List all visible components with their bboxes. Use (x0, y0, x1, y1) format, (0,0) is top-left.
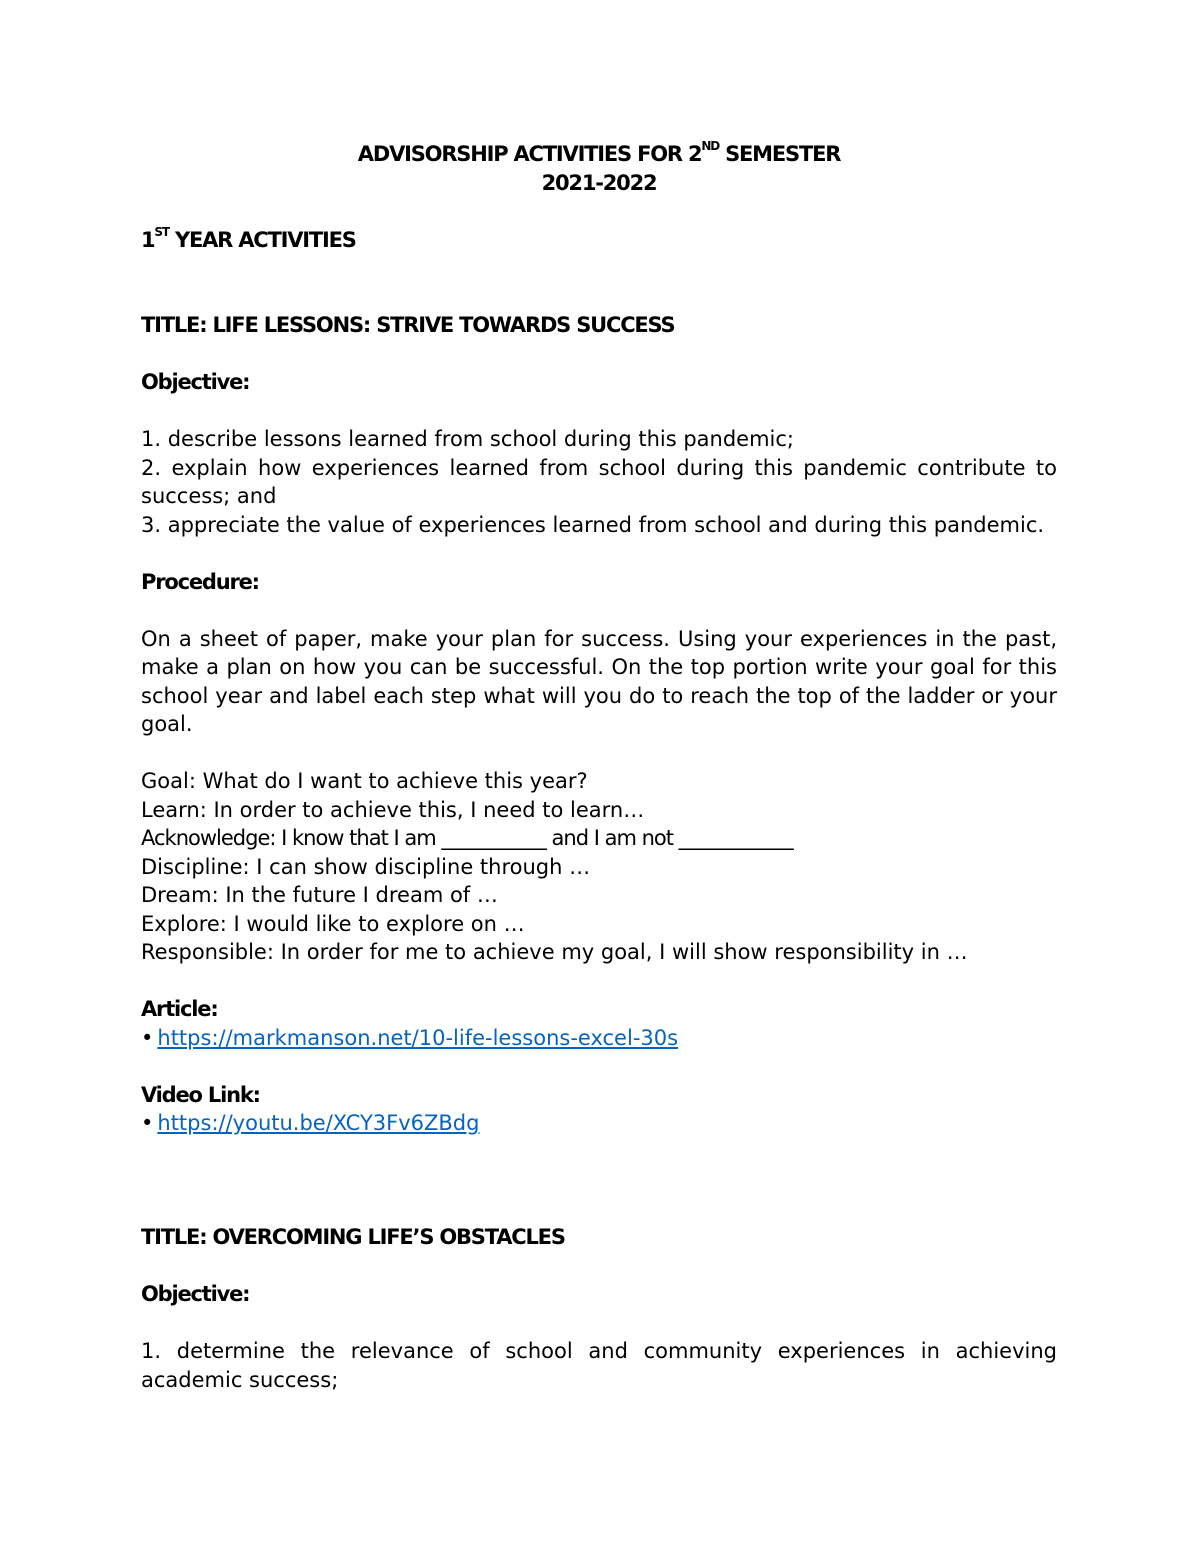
section2-objective-label: Objective: (141, 1282, 250, 1306)
section2-title: TITLE: OVERCOMING LIFE’S OBSTACLES (141, 1225, 565, 1249)
title-superscript: ND (701, 139, 719, 153)
section1-objective-label: Objective: (141, 370, 250, 394)
section1-objective-item: 2. explain how experiences learned from school during this pandemic contribute to success; and (141, 455, 1057, 508)
section1-procedure-text: On a sheet of paper, make your plan for success. Using your experiences in the past, make a plan on how you can be successful. On the top portion write your goal for this school year and label each step what will you do to reach the top of the ladder or your goal. (141, 626, 1057, 736)
article-list-item (141, 1024, 1057, 1053)
section1-objective-item: 1. describe lessons learned from school during this pandemic; (141, 427, 795, 451)
section1-step-responsible: Responsible: In order for me to achieve my goal, I will show responsibility in … (141, 940, 968, 964)
document-page (141, 140, 1057, 1394)
title-text: ADVISORSHIP ACTIVITIES FOR 2 (357, 142, 702, 166)
section1-title: TITLE: LIFE LESSONS: STRIVE TOWARDS SUCCESS (141, 313, 675, 337)
document-year: 2021-2022 (541, 170, 657, 195)
article-link[interactable]: https://markmanson.net/10-life-lessons-excel-30s (157, 1025, 679, 1050)
year-heading (141, 226, 1057, 255)
section1-objective-item: 3. appreciate the value of experiences learned from school and during this pandemic. (141, 512, 1045, 537)
section1-step-learn: Learn: In order to achieve this, I need to learn… (141, 797, 645, 822)
video-link-label: Video Link: (141, 1082, 260, 1107)
video-list-item (141, 1109, 1057, 1138)
section1-step-dream: Dream: In the future I dream of … (141, 883, 498, 907)
title-text-end: SEMESTER (719, 142, 841, 166)
section1-step-discipline: Discipline: I can show discipline through … (141, 854, 591, 879)
year-heading-number: 1 (141, 227, 155, 252)
bullet-icon: • (141, 1111, 154, 1135)
section1-step-goal: Goal: What do I want to achieve this year? (141, 769, 588, 793)
section2-objective-item: 1. determine the relevance of school and community experiences in achieving academic success; (141, 1339, 1057, 1392)
video-link[interactable]: https://youtu.be/XCY3Fv6ZBdg (157, 1111, 480, 1135)
document-title (141, 140, 1057, 169)
section1-step-explore: Explore: I would like to explore on … (141, 911, 525, 936)
section1-procedure-label: Procedure: (141, 569, 259, 594)
section1-step-acknowledge: Acknowledge: I know that I am ___________ and I am not ____________ (141, 826, 793, 850)
bullet-icon: • (141, 1025, 154, 1050)
article-label: Article: (141, 997, 218, 1021)
year-heading-superscript: ST (154, 224, 169, 239)
year-heading-text: YEAR ACTIVITIES (168, 227, 356, 252)
